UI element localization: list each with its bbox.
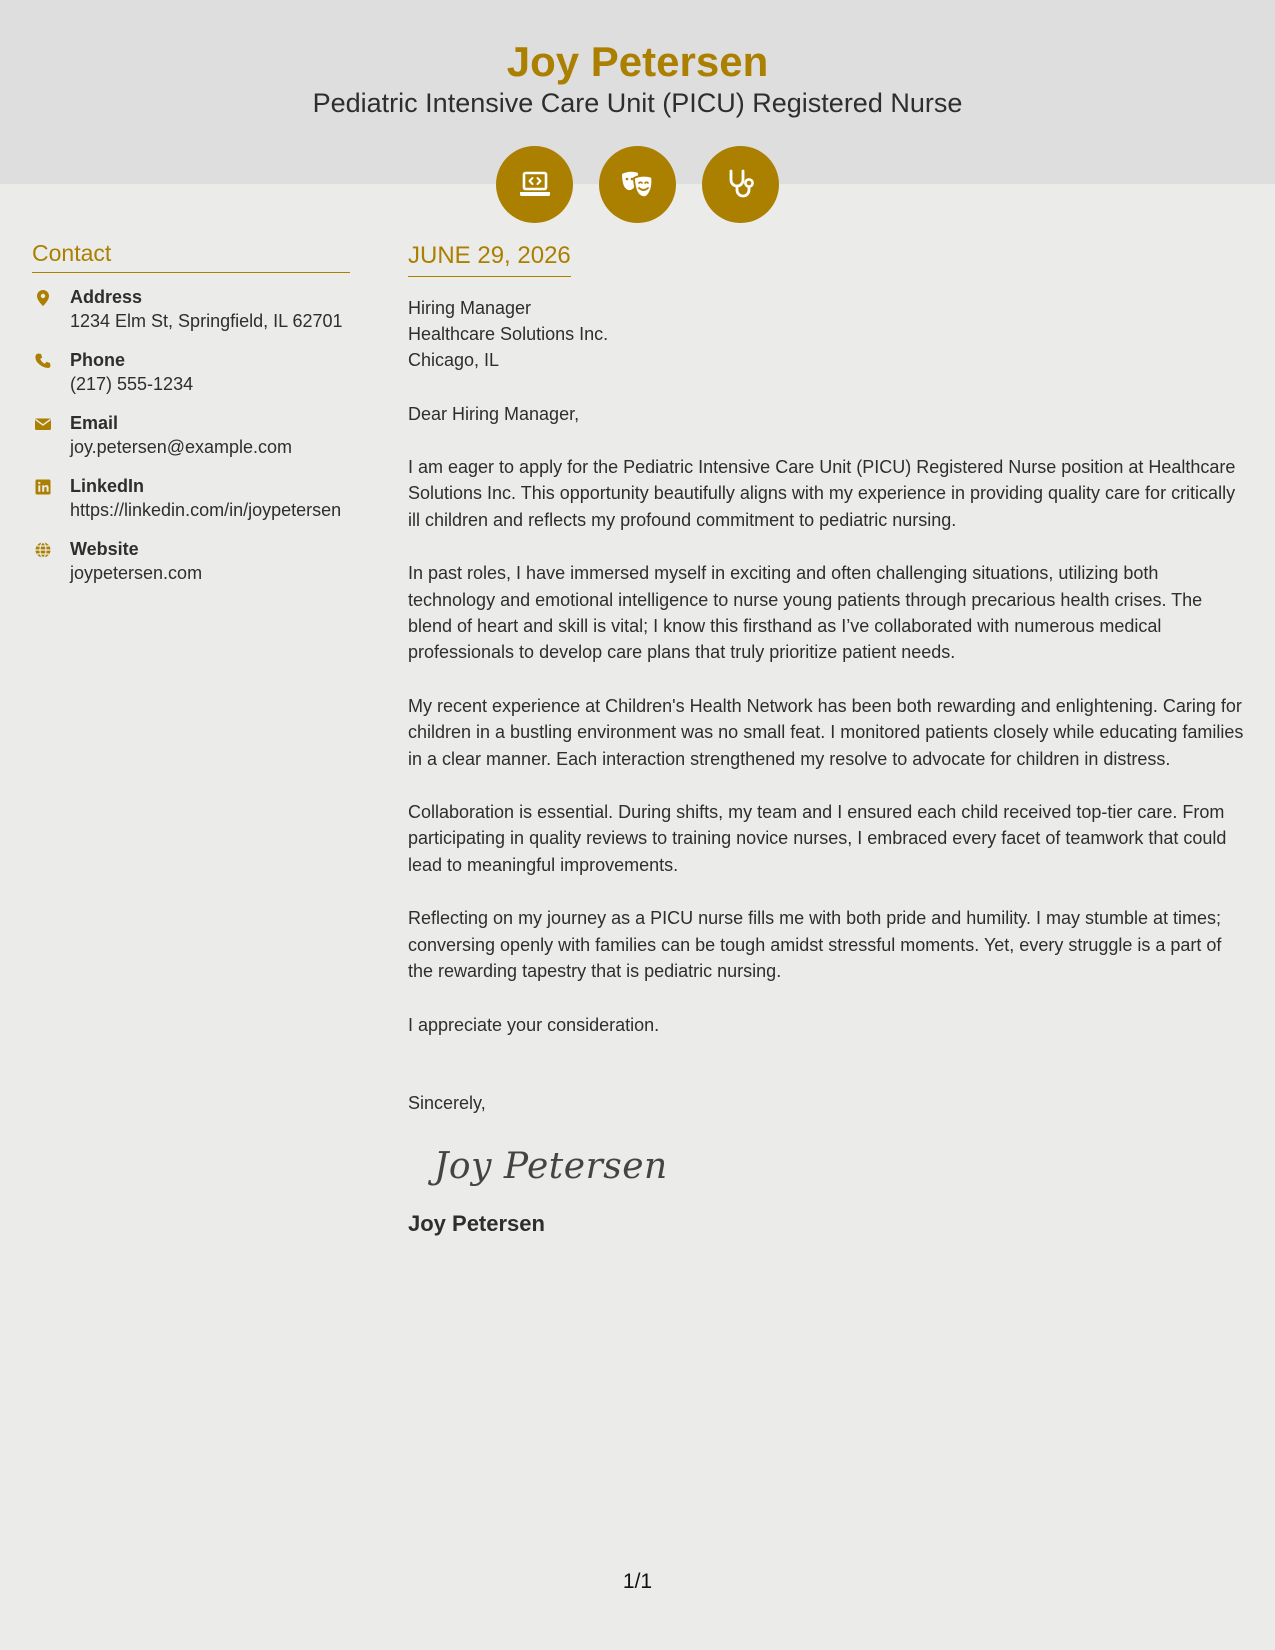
page-title: Joy Petersen — [506, 38, 769, 85]
paragraph: Reflecting on my journey as a PICU nurse fills me with both pride and humility. I may stumble at times; conversing openly with families can be tough amidst stressful moments. Yet, every struggle is a part of the rewarding tapestry that is pediatric nursing. — [408, 908, 1222, 982]
contact-label: Website — [70, 539, 139, 559]
letter-body — [408, 240, 1250, 1238]
header-icons — [496, 146, 779, 223]
phone-icon — [32, 348, 70, 397]
contact-address — [32, 285, 350, 334]
paragraph: Collaboration is essential. During shifts, my team and I ensured each child received top-tier care. From participating in quality reviews to training novice nurses, I embraced every facet of teamwork that could lead to meaningful improvements. — [408, 802, 1227, 875]
map-pin-icon — [32, 285, 70, 334]
contact-sidebar — [32, 238, 350, 600]
contact-heading: Contact — [32, 238, 350, 273]
website-value[interactable]: joypetersen.com — [70, 563, 203, 583]
contact-label: Phone — [70, 350, 126, 370]
contact-linkedin — [32, 474, 350, 523]
recipient-block — [408, 295, 1250, 373]
contact-label: LinkedIn — [70, 476, 145, 496]
address-value: 1234 Elm St, Springfield, IL 62701 — [70, 311, 343, 331]
paragraph: My recent experience at Children's Health Network has been both rewarding and enlightening. Caring for children in a bustling environment was no small feat. I monitored patients closely while educating families in a clear manner. Each interaction strengthened my resolve to advocate for children in distress. — [408, 695, 1244, 769]
greeting: Dear Hiring Manager, — [408, 404, 580, 424]
email-value[interactable]: joy.petersen@example.com — [70, 437, 293, 457]
envelope-icon — [32, 411, 70, 460]
job-title: Pediatric Intensive Care Unit (PICU) Registered Nurse — [312, 88, 963, 118]
recipient-line: Chicago, IL — [408, 350, 500, 370]
laptop-code-icon — [496, 146, 573, 223]
closing: Sincerely, — [408, 1092, 486, 1113]
signature: Joy Petersen — [434, 1145, 668, 1187]
paragraph: I am eager to apply for the Pediatric Intensive Care Unit (PICU) Registered Nurse position at Healthcare Solutions Inc. This opportunity beautifully aligns with my experience in providing quality care for critically ill children and reflects my profound commitment to pediatric nursing. — [408, 457, 1236, 530]
page-number: 1/1 — [622, 1570, 653, 1593]
theater-masks-icon — [599, 146, 676, 223]
linkedin-icon — [32, 474, 70, 523]
contact-label: Email — [70, 413, 119, 433]
recipient-line: Healthcare Solutions Inc. — [408, 324, 609, 344]
phone-value: (217) 555-1234 — [70, 374, 194, 394]
stethoscope-icon — [702, 146, 779, 223]
contact-email — [32, 411, 350, 460]
globe-icon — [32, 537, 70, 586]
letter-date: JUNE 29, 2026 — [408, 240, 571, 277]
paragraph: In past roles, I have immersed myself in exciting and often challenging situations, utilizing both technology and emotional intelligence to nurse young patients through precarious health crises. The blend of heart and skill is vital; I know this firsthand as I’ve collaborated with numerous medical professionals to develop care plans that truly prioritize patient needs. — [408, 563, 1203, 663]
contact-website — [32, 537, 350, 586]
signed-name: Joy Petersen — [408, 1210, 545, 1236]
recipient-line: Hiring Manager — [408, 298, 532, 318]
contact-phone — [32, 348, 350, 397]
contact-label: Address — [70, 287, 143, 307]
paragraph: I appreciate your consideration. — [408, 1014, 660, 1035]
linkedin-value[interactable]: https://linkedin.com/in/joypetersen — [70, 500, 342, 520]
